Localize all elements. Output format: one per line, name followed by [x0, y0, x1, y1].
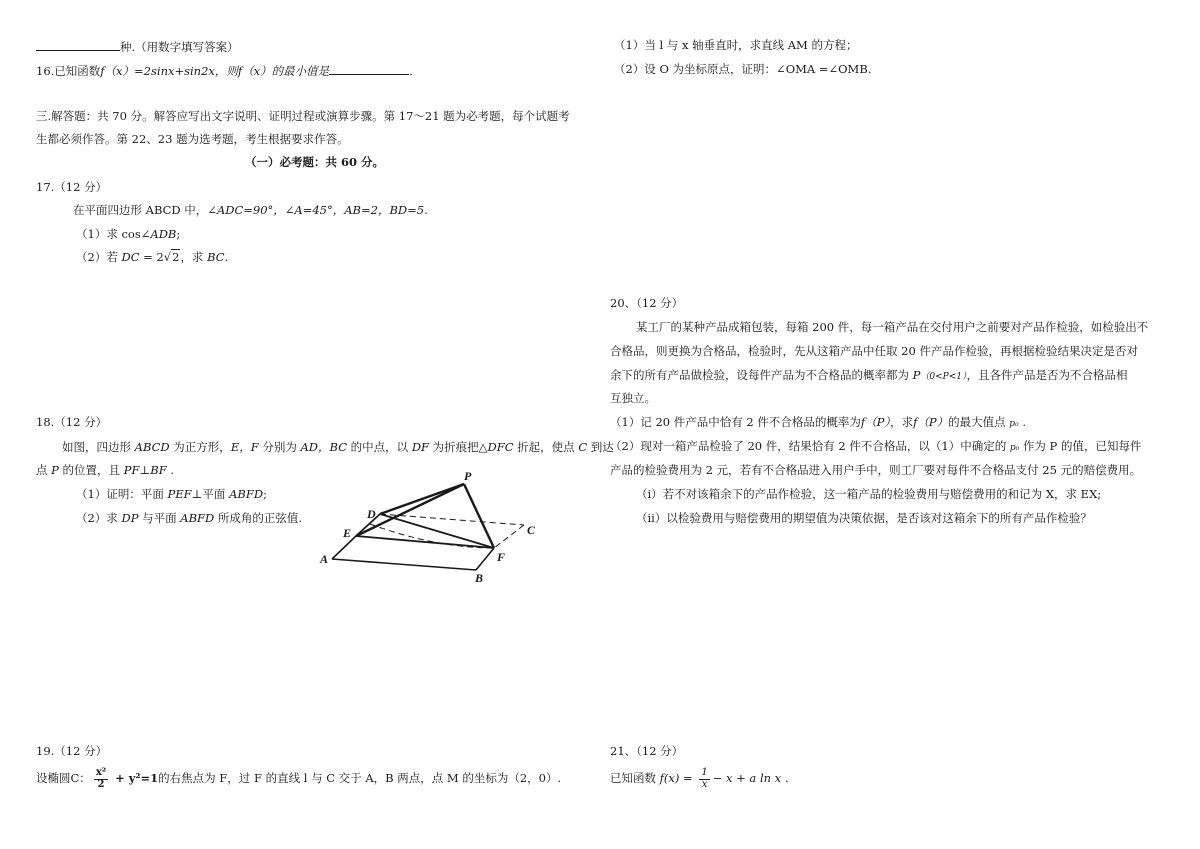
q20-stem-line1: 某工厂的某种产品成箱包装，每箱 200 件，每一箱产品在交付用户之前要对产品作检验，如检验出不: [636, 320, 1149, 334]
q17-stem: 在平面四边形 ABCD 中，∠ADC=90°，∠A=45°，AB=2，BD=5.: [73, 203, 428, 217]
q18-part1: （1）证明：平面 PEF⊥平面 ABFD;: [76, 487, 267, 501]
q15-answer-line: 种.（用数字填写答案）: [36, 38, 239, 56]
q21-stem: 已知函数 f(x) = $\frac{1}{x}$ − x + a ln x .: [610, 767, 789, 790]
q20-part2-line2: 产品的检验费用为 2 元，若有不合格品进入用户手中，则工厂要对每件不合格品支付 25 元的赔偿费用。: [610, 463, 1142, 477]
q20-stem-line3: 余下的所有产品做检验，设每件产品为不合格品的概率都为 P（0<P<1），且各件产品是否为不合格品相: [610, 368, 1128, 382]
edge-PD: [380, 484, 464, 514]
q21-heading: 21、（12 分）: [610, 744, 684, 758]
label-P: P: [464, 469, 472, 483]
q17-part2: （2）若 DC = 2√2，求 BC.: [76, 250, 229, 264]
label-A: A: [320, 552, 329, 566]
right-column: [600, 0, 1200, 849]
section-required-heading: （一）必考题：共 60 分。: [245, 155, 385, 169]
q19-part2: （2）设 O 为坐标原点，证明：∠OMA =∠OMB.: [614, 62, 872, 76]
section-3-intro-line1: 三.解答题：共 70 分。解答应写出文字说明、证明过程或演算步骤。第 17～21 题为必考题，每个试题考: [36, 109, 570, 123]
edge-DC-dashed: [380, 514, 524, 525]
reciprocal-fraction: $\frac{1}{x}$: [701, 767, 708, 790]
q20-sub-ii: （ii）以检验费用与赔偿费用的期望值为决策依据，是否该对这箱余下的所有产品作检验？: [636, 511, 1092, 525]
q16: 16.已知函数f（x）=2sinx+sin2x，则f（x）的最小值是 .: [36, 64, 413, 78]
q18-heading: 18.（12 分）: [36, 415, 108, 429]
q19-stem: 设椭圆C： $\frac{\text{x²}}{2}$ + y²=1的右焦点为 F，过 F 的直线 l 与 C 交于 A，B 两点，点 M 的坐标为（2，0）.: [36, 767, 562, 790]
q18-stem-line2: 点 P 的位置，且 PF⊥BF .: [36, 463, 174, 477]
q20-part2-line1: （2）现对一箱产品检验了 20 件，结果恰有 2 件不合格品，以（1）中确定的 p₀ 作为 P 的值，已知每件: [610, 439, 1142, 453]
label-B: B: [475, 571, 484, 585]
q17-heading: 17.（12 分）: [36, 180, 108, 194]
label-F: F: [497, 550, 506, 564]
edge-BF: [476, 548, 494, 570]
q20-part1: （1）记 20 件产品中恰有 2 件不合格品的概率为f（P），求f（P）的最大值点 p₀ .: [610, 415, 1026, 429]
q18-stem-line1: 如图，四边形 ABCD 为正方形，E，F 分别为 AD，BC 的中点，以 DF 为折痕把△DFC 折起，使点 C 到达: [62, 440, 614, 454]
q20-stem-line4: 互独立。: [610, 391, 656, 405]
answer-blank: [36, 38, 120, 51]
label-E: E: [343, 526, 352, 540]
fold-arc-dashed: [370, 524, 494, 548]
ellipse-fraction: $\frac{\text{x²}}{2}$: [95, 767, 107, 790]
section-3-intro-line2: 生都必须作答。第 22、23 题为选考题，考生根据要求作答。: [36, 132, 349, 146]
edge-CF-dashed: [494, 525, 524, 548]
q18-geometry-figure: [318, 468, 548, 586]
edge-PF: [464, 484, 494, 548]
q20-sub-i: （i）若不对该箱余下的产品作检验，这一箱产品的检验费用与赔偿费用的和记为 X，求 EX;: [636, 487, 1102, 501]
edge-AB: [332, 559, 476, 570]
label-C: C: [527, 523, 536, 537]
q19-heading: 19.（12 分）: [36, 744, 108, 758]
q17-part1: （1）求 cos∠ADB;: [76, 227, 181, 241]
answer-blank: [329, 62, 409, 75]
q18-part2: （2）求 DP 与平面 ABFD 所成角的正弦值.: [76, 511, 303, 525]
q20-stem-line2: 合格品，则更换为合格品，检验时，先从这箱产品中任取 20 件产品作检验，再根据检验结果决定是否对: [610, 344, 1138, 358]
q19-part1: （1）当 l 与 x 轴垂直时，求直线 AM 的方程；: [614, 38, 858, 52]
sqrt-expression: √2: [163, 250, 180, 264]
label-D: D: [367, 507, 376, 521]
q20-heading: 20、（12 分）: [610, 296, 684, 310]
